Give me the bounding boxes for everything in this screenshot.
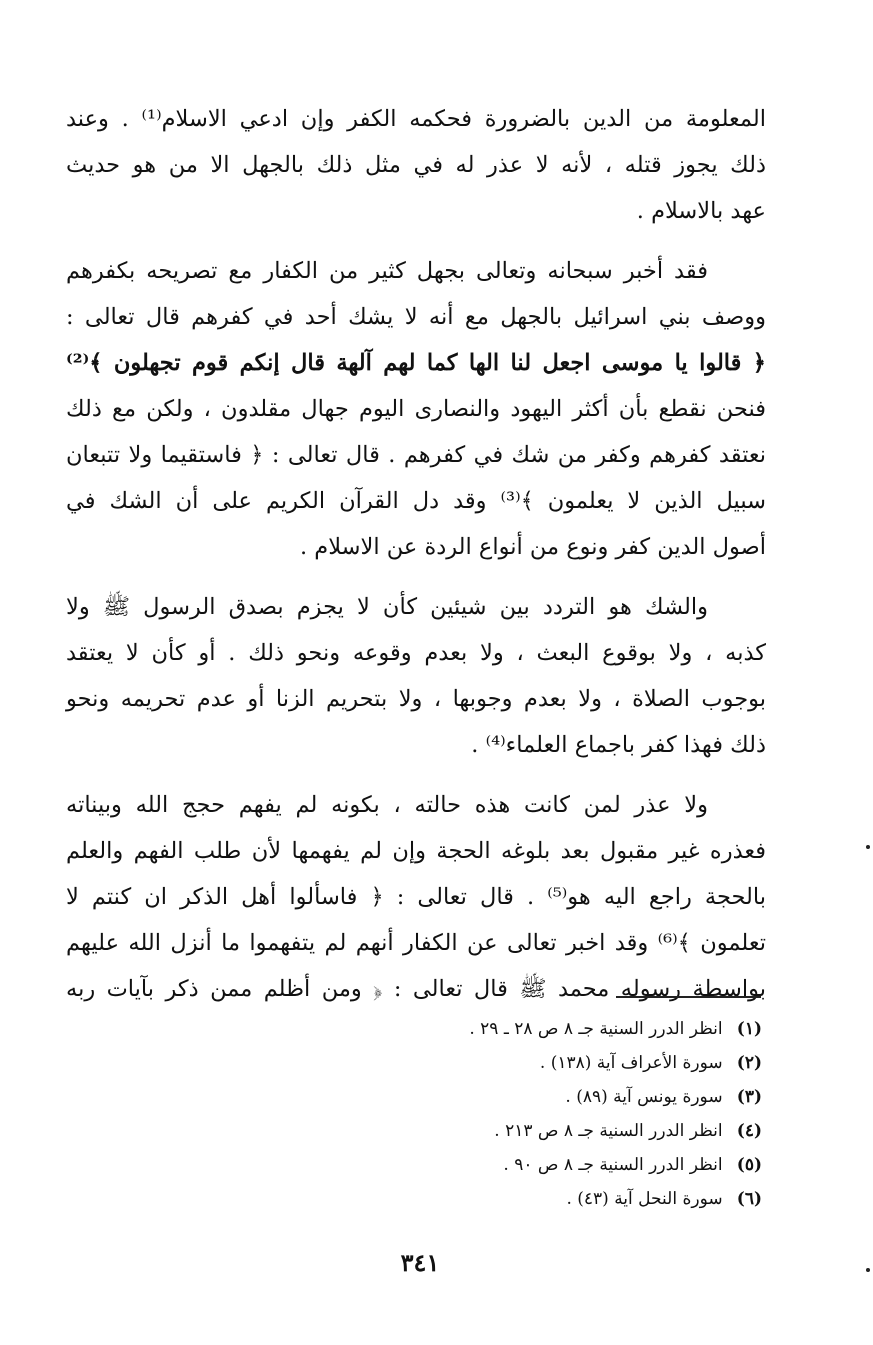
footnote	[300, 1080, 762, 1114]
footnote-separator	[616, 996, 761, 998]
footnote-number: (٢)	[736, 1053, 762, 1073]
text-line: فنحن نقطع بأن أكثر اليهود والنصارى اليوم جهال مقلدون ، ولكن مع ذلك	[66, 396, 766, 422]
text-line: والشك هو التردد بين شيئين كأن لا يجزم بصدق الرسول ﷺ ولا	[66, 594, 708, 620]
text-line: فقد أخبر سبحانه وتعالى بجهل كثير من الكفار مع تصريحه بكفرهم	[66, 258, 708, 284]
footnotes	[300, 1012, 762, 1216]
scan-speck	[866, 845, 870, 849]
paragraph-3	[66, 584, 766, 768]
text-line: أصول الدين كفر ونوع من أنواع الردة عن الاسلام .	[299, 534, 766, 560]
footnote-number: (٤)	[736, 1121, 762, 1141]
paragraph-1	[66, 96, 766, 234]
paragraph-2	[66, 248, 766, 570]
footnote-text: انظر الدرر السنية جـ ٨ ص ٢١٣ .	[494, 1121, 723, 1141]
text-line: بواسطة رسوله محمد ﷺ قال تعالى : ﴿ ومن أظلم ممن ذكر بآيات ربه	[66, 976, 766, 1002]
text-line: ولا عذر لمن كانت هذه حالته ، بكونه لم يفهم حجج الله وبيناته	[66, 792, 708, 818]
footnote-text: انظر الدرر السنية جـ ٨ ص ٢٨ ـ ٢٩ .	[469, 1019, 723, 1039]
body-text	[66, 96, 766, 1026]
text-line: بالحجة راجع اليه هو⁽⁵⁾ . قال تعالى : ﴿ فاسألوا أهل الذكر ان كنتم لا	[66, 884, 766, 910]
footnote-text: سورة النحل آية (٤٣) .	[566, 1189, 723, 1209]
text-line: ووصف بني اسرائيل بالجهل مع أنه لا يشك أحد في كفرهم قال تعالى :	[66, 304, 766, 330]
text-line: المعلومة من الدين بالضرورة فحكمه الكفر وإن ادعي الاسلام⁽¹⁾ . وعند	[66, 106, 767, 132]
footnote	[300, 1046, 762, 1080]
footnote-text: سورة الأعراف آية (١٣٨) .	[539, 1053, 723, 1073]
paragraph-4	[66, 782, 766, 1012]
footnote-number: (٣)	[736, 1087, 762, 1107]
footnote-text: سورة يونس آية (٨٩) .	[565, 1087, 723, 1107]
text-line: ذلك يجوز قتله ، لأنه لا عذر له في مثل ذلك بالجهل الا من هو حديث	[66, 152, 766, 178]
page-number: ٣٤١	[400, 1248, 440, 1277]
footnote-number: (١)	[736, 1019, 762, 1039]
footnote-text: انظر الدرر السنية جـ ٨ ص ٩٠ .	[503, 1155, 723, 1175]
footnote-number: (٦)	[736, 1189, 762, 1209]
text-line: فعذره غير مقبول بعد بلوغه الحجة وإن لم يفهمها لأن طلب الفهم والعلم	[66, 838, 766, 864]
text-line: بوجوب الصلاة ، ولا بعدم وجوبها ، ولا بتحريم الزنا أو عدم تحريمه ونحو	[66, 686, 766, 712]
quran-verse-line: ﴿ قالوا يا موسى اجعل لنا الها كما لهم آلهة قال إنكم قوم تجهلون ﴾⁽²⁾	[66, 350, 766, 376]
footnote	[300, 1182, 762, 1216]
text-line: نعتقد كفرهم وكفر من شك في كفرهم . قال تعالى : ﴿ فاستقيما ولا تتبعان	[66, 442, 766, 468]
scan-speck	[866, 1268, 870, 1272]
text-line: سبيل الذين لا يعلمون ﴾⁽³⁾ وقد دل القرآن الكريم على أن الشك في	[66, 488, 766, 514]
footnote	[300, 1148, 762, 1182]
text-line: كذبه ، ولا بوقوع البعث ، ولا بعدم وقوعه ونحو ذلك . أو كأن لا يعتقد	[66, 640, 766, 666]
footnote	[300, 1114, 762, 1148]
text-line: عهد بالاسلام .	[636, 198, 766, 224]
text-line: ذلك فهذا كفر باجماع العلماء⁽⁴⁾ .	[471, 732, 766, 758]
text-line: تعلمون ﴾⁽⁶⁾ وقد اخبر تعالى عن الكفار أنهم لم يتفهموا ما أنزل الله عليهم	[66, 930, 766, 956]
footnote	[300, 1012, 762, 1046]
footnote-number: (٥)	[736, 1155, 762, 1175]
